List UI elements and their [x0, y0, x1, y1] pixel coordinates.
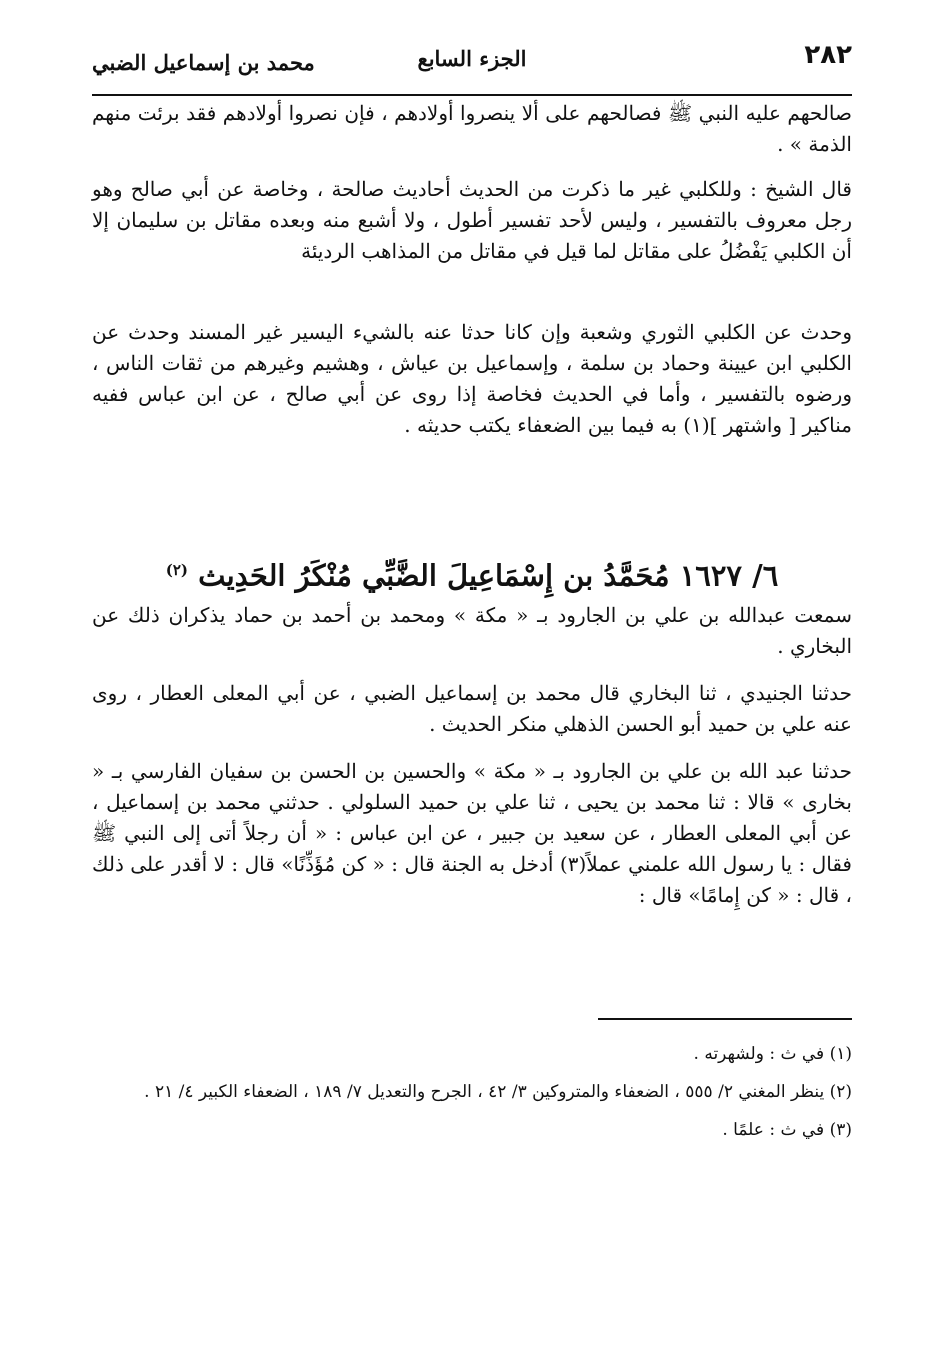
paragraph-5: حدثنا الجنيدي ، ثنا البخاري قال محمد بن إسماعيل الضبي ، عن أبي المعلى العطار ، روى عنه علي بن حميد أبو الحسن الذهلي منكر الحديث . — [92, 681, 852, 736]
paragraph-4: سمعت عبدالله بن علي بن الجارود بـ « مكة » ومحمد بن أحمد بن حماد يذكران ذلك عن البخاري . — [92, 603, 852, 658]
footnotes — [92, 1040, 852, 1154]
part-title: الجزء السابع — [417, 46, 527, 71]
footnote-divider — [598, 1018, 852, 1020]
page-header — [92, 38, 852, 96]
paragraph-3: وحدث عن الكلبي الثوري وشعبة وإن كانا حدثا عنه بالشيء اليسير غير المسند وحدث عن الكلبي ابن عيينة وحماد بن سلمة ، وإسماعيل بن عياش ، وهشيم وغيرهم من ثقات الناس ، ورضوه بالتفسير ، وأما في الحديث فخاصة إذا روى عن أبي صالح ، عن ابن عباس ففيه مناكير [ واشتهر ](١) به فيما بين الضعفاء يكتب حديثه . — [92, 320, 852, 437]
paragraph-2: قال الشيخ : وللكلبي غير ما ذكرت من الحديث أحاديث صالحة ، وخاصة عن أبي صالح وهو رجل معروف بالتفسير ، وليس لأحد تفسير أطول ، ولا أشبع منه وبعده مقاتل بن سليمان إلا أن الكلبي يَفْضُلُ على مقاتل لما قيل في مقاتل من المذاهب الرديئة — [92, 177, 852, 263]
footnote-3: (٣) في ث : علمًا . — [722, 1120, 852, 1140]
text-block-lower — [92, 600, 852, 911]
entry-heading — [92, 548, 852, 598]
footnote-1: (١) في ث : ولشهرته . — [693, 1044, 852, 1064]
paragraph-6: حدثنا عبد الله بن علي بن الجارود بـ « مكة » والحسين بن الحسن بن سفيان الفارسي بـ « بخارى » قالا : ثنا محمد بن يحيى ، ثنا علي بن حميد السلولي . حدثني محمد بن إسماعيل ، عن أبي المعلى العطار ، عن سعيد بن جبير ، عن ابن عباس : « أن رجلاً أتى إلى النبي ﷺ فقال : يا رسول الله علمني عملاً(٣) أدخل به الجنة قال : « كن مُؤَذِّنًا» قال : لا أقدر على ذلك ، قال : « كن إِمامًا» قال : — [92, 759, 852, 907]
entry-heading-text: ٦/ ١٦٢٧ مُحَمَّدُ بن إِسْمَاعِيلَ الضَّبِّي مُنْكَرُ الحَدِيث — [198, 558, 779, 593]
footnote-2: (٢) ينظر المغني ٢/ ٥٥٥ ، الضعفاء والمتروكين ٣/ ٤٢ ، الجرح والتعديل ٧/ ١٨٩ ، الضعفاء الكبير ٤/ ٢١ . — [144, 1082, 852, 1102]
entry-footnote-ref: (٢) — [165, 561, 188, 579]
running-title: محمد بن إسماعيل الضبي — [92, 50, 315, 75]
paragraph-1: صالحهم عليه النبي ﷺ فصالحهم على ألا ينصروا أولادهم ، فإن نصروا أولادهم فقد برئت منهم الذمة » . — [92, 101, 852, 156]
text-block-upper — [92, 98, 852, 441]
page-number: ٢٨٢ — [804, 40, 852, 70]
